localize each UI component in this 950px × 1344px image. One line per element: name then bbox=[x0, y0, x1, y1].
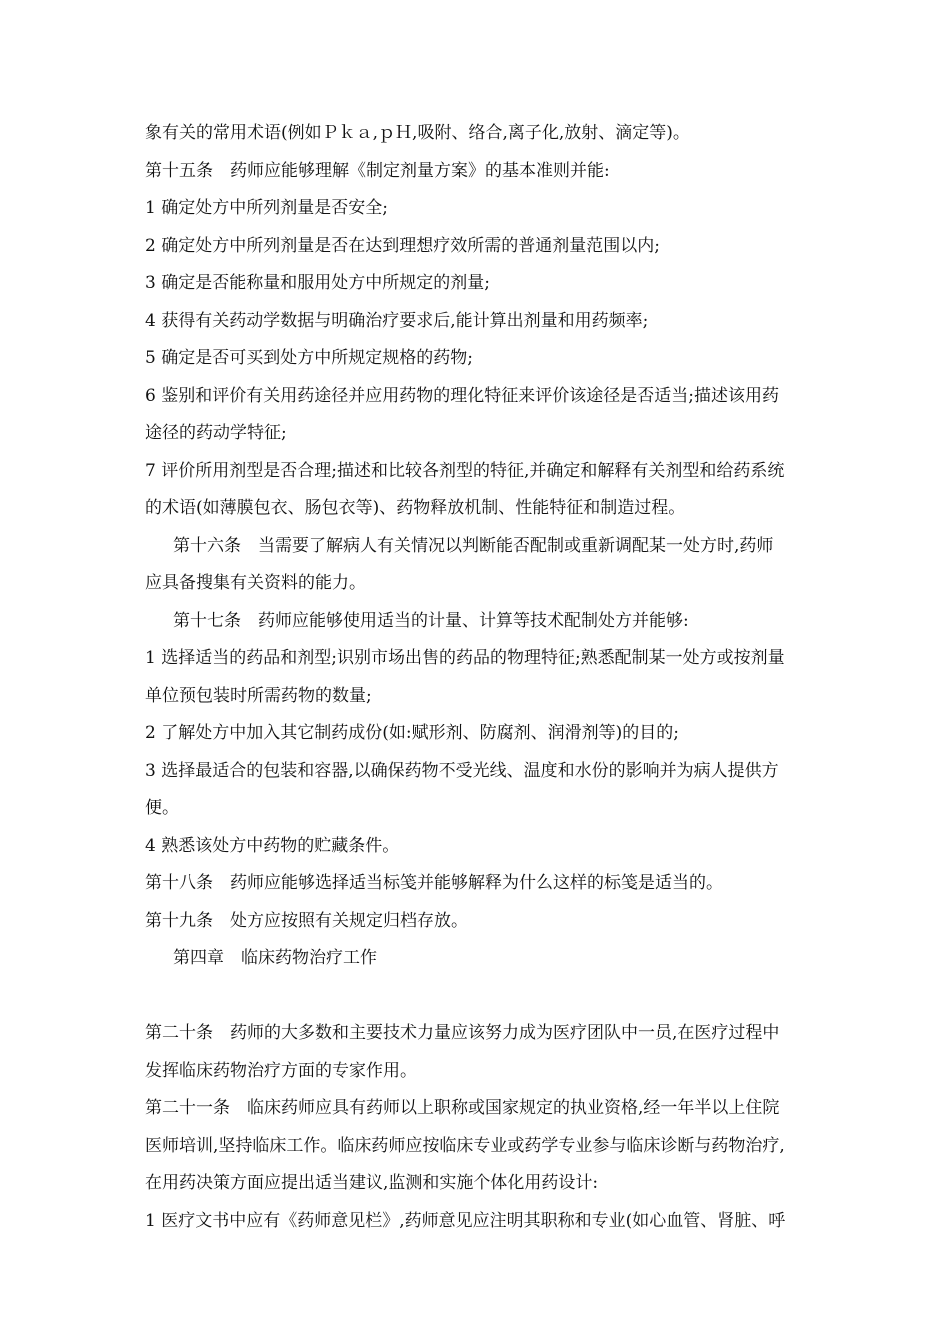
text-line: 途径的药动学特征; bbox=[145, 423, 287, 443]
article-21-heading: 第二十一条 临床药师应具有药师以上职称或国家规定的执业资格,经一年半以上住院 bbox=[145, 1098, 780, 1118]
chapter-4-title: 第四章 临床药物治疗工作 bbox=[173, 948, 377, 968]
text-line: 应具备搜集有关资料的能力。 bbox=[145, 573, 366, 593]
list-item: 1 医疗文书中应有《药师意见栏》,药师意见应注明其职称和专业(如心血管、肾脏、呼 bbox=[145, 1211, 786, 1231]
text-line: 便。 bbox=[145, 798, 179, 818]
list-item: 5 确定是否可买到处方中所规定规格的药物; bbox=[145, 348, 473, 368]
article-18-heading: 第十八条 药师应能够选择适当标笺并能够解释为什么这样的标笺是适当的。 bbox=[145, 873, 723, 893]
list-item: 4 获得有关药动学数据与明确治疗要求后,能计算出剂量和用药频率; bbox=[145, 311, 649, 331]
list-item: 1 选择适当的药品和剂型;识别市场出售的药品的物理特征;熟悉配制某一处方或按剂量 bbox=[145, 648, 785, 668]
text-line: 的术语(如薄膜包衣、肠包衣等)、药物释放机制、性能特征和制造过程。 bbox=[145, 498, 686, 518]
list-item: 6 鉴别和评价有关用药途径并应用药物的理化特征来评价该途径是否适当;描述该用药 bbox=[145, 386, 779, 406]
article-19-heading: 第十九条 处方应按照有关规定归档存放。 bbox=[145, 911, 468, 931]
list-item: 3 确定是否能称量和服用处方中所规定的剂量; bbox=[145, 273, 490, 293]
list-item: 3 选择最适合的包装和容器,以确保药物不受光线、温度和水份的影响并为病人提供方 bbox=[145, 761, 779, 781]
list-item: 2 了解处方中加入其它制药成份(如:赋形剂、防腐剂、润滑剂等)的目的; bbox=[145, 723, 679, 743]
text-line: 单位预包装时所需药物的数量; bbox=[145, 686, 372, 706]
text-line: 在用药决策方面应提出适当建议,监测和实施个体化用药设计: bbox=[145, 1173, 599, 1193]
article-16-heading: 第十六条 当需要了解病人有关情况以判断能否配制或重新调配某一处方时,药师 bbox=[173, 536, 774, 556]
list-item: 4 熟悉该处方中药物的贮藏条件。 bbox=[145, 836, 400, 856]
article-20-heading: 第二十条 药师的大多数和主要技术力量应该努力成为医疗团队中一员,在医疗过程中 bbox=[145, 1023, 780, 1043]
article-15-heading: 第十五条 药师应能够理解《制定剂量方案》的基本准则并能: bbox=[145, 161, 610, 181]
text-line: 医师培训,坚持临床工作。临床药师应按临床专业或药学专业参与临床诊断与药物治疗, bbox=[145, 1136, 785, 1156]
text-line: 象有关的常用术语(例如Ｐｋａ,ｐＨ,吸附、络合,离子化,放射、滴定等)。 bbox=[145, 123, 690, 143]
list-item: 2 确定处方中所列剂量是否在达到理想疗效所需的普通剂量范围以内; bbox=[145, 236, 660, 256]
article-17-heading: 第十七条 药师应能够使用适当的计量、计算等技术配制处方并能够: bbox=[173, 611, 689, 631]
text-line: 发挥临床药物治疗方面的专家作用。 bbox=[145, 1061, 417, 1081]
list-item: 7 评价所用剂型是否合理;描述和比较各剂型的特征,并确定和解释有关剂型和给药系统 bbox=[145, 461, 785, 481]
list-item: 1 确定处方中所列剂量是否安全; bbox=[145, 198, 388, 218]
